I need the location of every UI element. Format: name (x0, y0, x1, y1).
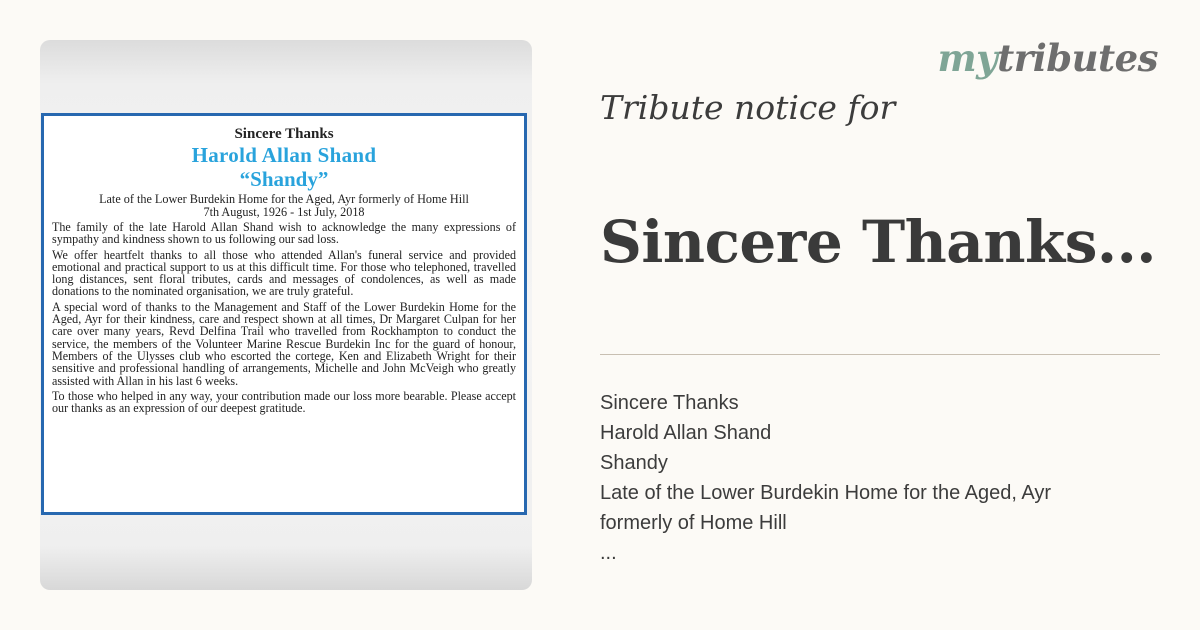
excerpt-line: formerly of Home Hill (600, 512, 787, 534)
notice-paragraph: To those who helped in any way, your contribution made our loss more bearable. Please accept our thanks as an expression of our deepest gratitude. (52, 388, 516, 416)
notice-dates: 7th August, 1926 - 1st July, 2018 (203, 205, 365, 219)
tribute-notice (41, 113, 527, 515)
notice-paragraph: The family of the late Harold Allan Shand wish to acknowledge the many expressions of sympathy and kindness shown to us following our sad loss. (52, 220, 516, 247)
excerpt-line: Shandy (600, 452, 668, 474)
logo-tributes: tributes (997, 36, 1158, 80)
excerpt-ellipsis: ... (600, 542, 617, 564)
page-subtitle: Tribute notice for (600, 88, 896, 127)
notice-paragraph: We offer heartfelt thanks to all those who attended Allan's funeral service and provided emotional and practical support to us at this difficult time. For those who telephoned, travelled long distances, sent floral tributes, cards and messages of condolences, as well as made donations to the nominated organisation, we are truly grateful. (52, 247, 516, 299)
notice-nickname: “Shandy” (239, 167, 329, 191)
notice-image-card (40, 40, 532, 590)
excerpt-line: Harold Allan Shand (600, 422, 772, 444)
logo-my: my (937, 36, 998, 80)
notice-name: Harold Allan Shand (191, 143, 377, 167)
notice-heading: Sincere Thanks (234, 126, 334, 142)
excerpt-line: Late of the Lower Burdekin Home for the Aged, Ayr (600, 482, 1052, 504)
notice-paragraph: A special word of thanks to the Management and Staff of the Lower Burdekin Home for the Aged, Ayr for their kindness, care and respect shown at all times, Dr Margaret Culpan for her care over many years, Revd Delfina Trail who travelled from Rockhampton to conduct the service, the members of the Volunteer Marine Rescue Burdekin Inc for the guard of honour, Members of the Ulysses club who escorted the cortege, Ken and Elizabeth Wright for their sensitive and professional handling of arrangements, Michelle and John McVeigh who greatly assisted with Allan in his last 6 weeks. (52, 299, 516, 388)
excerpt-line: Sincere Thanks (600, 392, 739, 414)
divider (600, 354, 1160, 355)
mytributes-logo[interactable] (937, 36, 1158, 80)
notice-excerpt (600, 388, 1160, 568)
page-title: Sincere Thanks... (600, 208, 1156, 276)
notice-late-of: Late of the Lower Burdekin Home for the Aged, Ayr formerly of Home Hill (99, 192, 469, 206)
